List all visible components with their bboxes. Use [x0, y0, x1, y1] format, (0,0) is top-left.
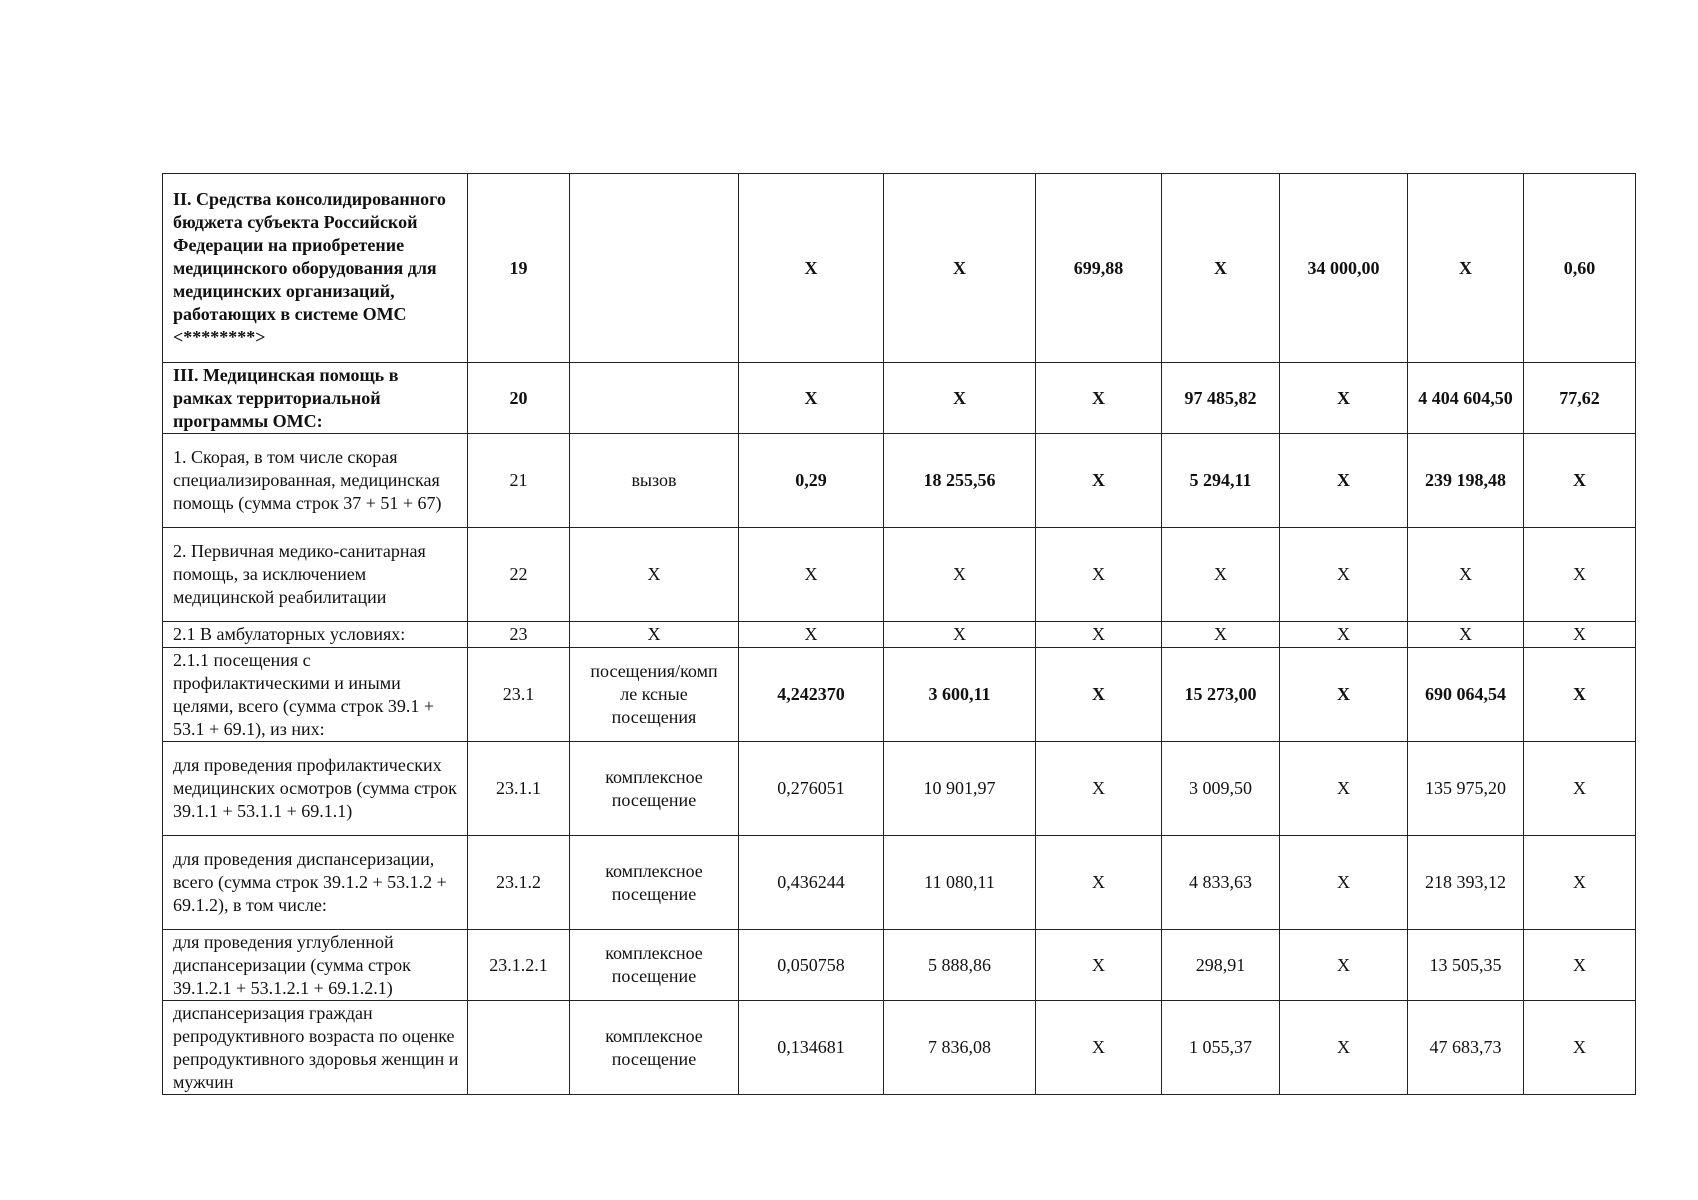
value-cell: X [884, 363, 1036, 434]
value-cell: X [1036, 434, 1162, 528]
value-cell: 4 833,63 [1162, 836, 1280, 930]
table-row [163, 742, 1636, 836]
value-cell: 0,276051 [739, 742, 884, 836]
unit-cell: комплексное посещение [570, 1001, 739, 1095]
value-cell: 10 901,97 [884, 742, 1036, 836]
value-cell: X [1524, 528, 1636, 622]
value-cell: X [1524, 648, 1636, 742]
table-row [163, 930, 1636, 1001]
table-row [163, 622, 1636, 648]
value-cell: 13 505,35 [1408, 930, 1524, 1001]
table-row [163, 648, 1636, 742]
row-number: 21 [468, 434, 570, 528]
value-cell: 97 485,82 [1162, 363, 1280, 434]
row-number: 23.1.1 [468, 742, 570, 836]
value-cell: X [1408, 528, 1524, 622]
value-cell: X [1036, 930, 1162, 1001]
value-cell: X [1524, 434, 1636, 528]
row-number [468, 1001, 570, 1095]
value-cell: 0,60 [1524, 174, 1636, 363]
row-name: диспансеризация граждан репродуктивного возраста по оценке репродуктивного здоровья женщин и мужчин [163, 1001, 468, 1095]
value-cell: 3 600,11 [884, 648, 1036, 742]
value-cell: X [1036, 528, 1162, 622]
value-cell: X [739, 363, 884, 434]
value-cell: X [739, 622, 884, 648]
row-name: для проведения профилактических медицинских осмотров (сумма строк 39.1.1 + 53.1.1 + 69.1.1) [163, 742, 468, 836]
value-cell: X [1280, 930, 1408, 1001]
row-name: II. Средства консолидированного бюджета субъекта Российской Федерации на приобретение медицинского оборудования для медицинских организаций, работающих в системе ОМС <********> [163, 174, 468, 363]
value-cell: X [1162, 528, 1280, 622]
value-cell: 15 273,00 [1162, 648, 1280, 742]
value-cell: X [884, 528, 1036, 622]
value-cell: X [1280, 648, 1408, 742]
value-cell: 0,29 [739, 434, 884, 528]
value-cell: X [739, 528, 884, 622]
value-cell: X [1036, 742, 1162, 836]
value-cell: 5 888,86 [884, 930, 1036, 1001]
value-cell: X [1408, 174, 1524, 363]
table-row [163, 528, 1636, 622]
value-cell: 0,050758 [739, 930, 884, 1001]
value-cell: 218 393,12 [1408, 836, 1524, 930]
row-name: 2.1.1 посещения с профилактическими и иными целями, всего (сумма строк 39.1 + 53.1 + 69.1), из них: [163, 648, 468, 742]
value-cell: 47 683,73 [1408, 1001, 1524, 1095]
row-name: для проведения углубленной диспансеризации (сумма строк 39.1.2.1 + 53.1.2.1 + 69.1.2.1) [163, 930, 468, 1001]
table-row [163, 363, 1636, 434]
value-cell: X [884, 622, 1036, 648]
unit-cell [570, 363, 739, 434]
value-cell: 298,91 [1162, 930, 1280, 1001]
value-cell: X [1036, 622, 1162, 648]
row-number: 23 [468, 622, 570, 648]
unit-cell: комплексное посещение [570, 742, 739, 836]
value-cell: X [1524, 1001, 1636, 1095]
table-row [163, 1001, 1636, 1095]
value-cell: 239 198,48 [1408, 434, 1524, 528]
table-row [163, 434, 1636, 528]
value-cell: 135 975,20 [1408, 742, 1524, 836]
value-cell: 18 255,56 [884, 434, 1036, 528]
value-cell: X [1162, 622, 1280, 648]
row-name: для проведения диспансеризации, всего (сумма строк 39.1.2 + 53.1.2 + 69.1.2), в том числе: [163, 836, 468, 930]
value-cell: X [739, 174, 884, 363]
row-name: 2.1 В амбулаторных условиях: [163, 622, 468, 648]
value-cell: 699,88 [1036, 174, 1162, 363]
value-cell: X [1280, 742, 1408, 836]
row-number: 22 [468, 528, 570, 622]
value-cell: 5 294,11 [1162, 434, 1280, 528]
budget-table [162, 173, 1636, 1095]
value-cell: X [1280, 528, 1408, 622]
table-row [163, 174, 1636, 363]
unit-cell: вызов [570, 434, 739, 528]
value-cell: 4,242370 [739, 648, 884, 742]
value-cell: X [1524, 930, 1636, 1001]
value-cell: X [1280, 836, 1408, 930]
value-cell: 690 064,54 [1408, 648, 1524, 742]
value-cell: X [1036, 1001, 1162, 1095]
row-name: III. Медицинская помощь в рамках территориальной программы ОМС: [163, 363, 468, 434]
row-number: 23.1.2.1 [468, 930, 570, 1001]
unit-cell: комплексное посещение [570, 836, 739, 930]
value-cell: 11 080,11 [884, 836, 1036, 930]
value-cell: X [884, 174, 1036, 363]
row-number: 20 [468, 363, 570, 434]
value-cell: X [1036, 836, 1162, 930]
row-number: 19 [468, 174, 570, 363]
value-cell: 77,62 [1524, 363, 1636, 434]
unit-cell: X [570, 528, 739, 622]
value-cell: X [1280, 363, 1408, 434]
row-number: 23.1 [468, 648, 570, 742]
value-cell: 0,436244 [739, 836, 884, 930]
value-cell: X [1280, 622, 1408, 648]
value-cell: 4 404 604,50 [1408, 363, 1524, 434]
value-cell: 3 009,50 [1162, 742, 1280, 836]
row-number: 23.1.2 [468, 836, 570, 930]
value-cell: X [1036, 363, 1162, 434]
value-cell: 7 836,08 [884, 1001, 1036, 1095]
unit-cell: X [570, 622, 739, 648]
unit-cell [570, 174, 739, 363]
value-cell: 0,134681 [739, 1001, 884, 1095]
value-cell: X [1280, 1001, 1408, 1095]
value-cell: X [1280, 434, 1408, 528]
value-cell: X [1524, 836, 1636, 930]
row-name: 2. Первичная медико-санитарная помощь, за исключением медицинской реабилитации [163, 528, 468, 622]
value-cell: 34 000,00 [1280, 174, 1408, 363]
value-cell: X [1408, 622, 1524, 648]
value-cell: X [1524, 622, 1636, 648]
row-name: 1. Скорая, в том числе скорая специализированная, медицинская помощь (сумма строк 37 + 51 + 67) [163, 434, 468, 528]
unit-cell: комплексное посещение [570, 930, 739, 1001]
value-cell: X [1524, 742, 1636, 836]
value-cell: 1 055,37 [1162, 1001, 1280, 1095]
value-cell: X [1036, 648, 1162, 742]
value-cell: X [1162, 174, 1280, 363]
table-row [163, 836, 1636, 930]
unit-cell: посещения/комп ле ксные посещения [570, 648, 739, 742]
